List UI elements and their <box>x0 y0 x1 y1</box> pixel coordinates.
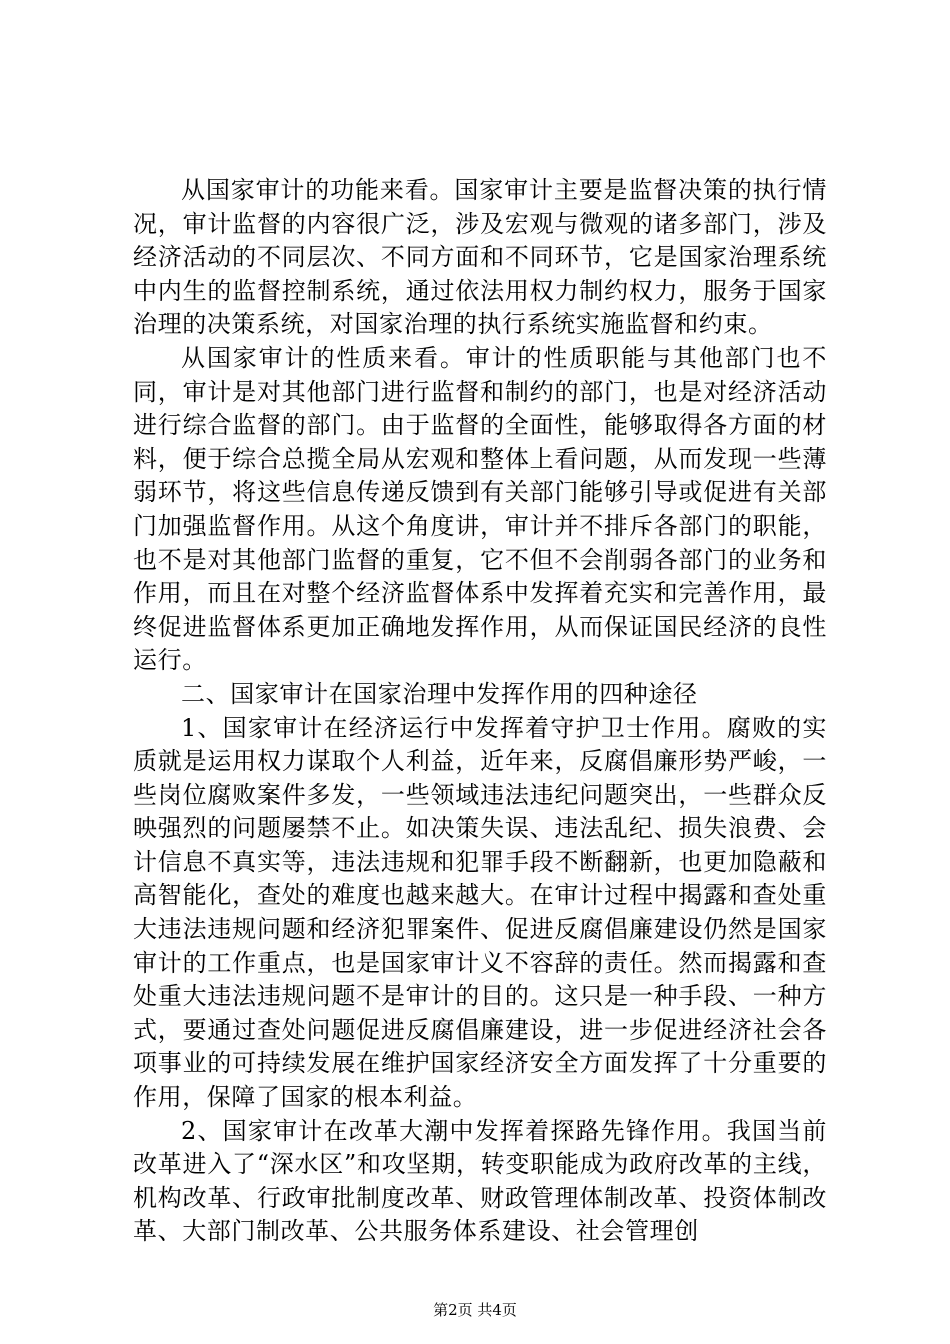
page-footer: 第2页 共4页 <box>433 1301 517 1319</box>
paragraph-pioneer-role: 2、国家审计在改革大潮中发挥着探路先锋作用。我国当前改革进入了“深水区”和攻坚期，转变职能成为政府改革的主线，机构改革、行政审批制度改革、财政管理体制改革、投资体制改革、大部门制改革、公共服务体系建设、社会管理创 <box>133 1116 827 1246</box>
paragraph-audit-nature: 从国家审计的性质来看。审计的性质职能与其他部门也不同，审计是对其他部门进行监督和制约的部门，也是对经济活动进行综合监督的部门。由于监督的全面性，能够取得各方面的材料，便于综合总揽全局从宏观和整体上看问题，从而发现一些薄弱环节，将这些信息传递反馈到有关部门能够引导或促进有关部门加强监督作用。从这个角度讲，审计并不排斥各部门的职能，也不是对其他部门监督的重复，它不但不会削弱各部门的业务和作用，而且在对整个经济监督体系中发挥着充实和完善作用，最终促进监督体系更加正确地发挥作用，从而保证国民经济的良性运行。 <box>133 343 827 675</box>
paragraph-guardian-role: 1、国家审计在经济运行中发挥着守护卫士作用。腐败的实质就是运用权力谋取个人利益，近年来，反腐倡廉形势严峻，一些岗位腐败案件多发，一些领域违法违纪问题突出，一些群众反映强烈的问题屡禁不止。如决策失误、违法乱纪、损失浪费、会计信息不真实等，违法违规和犯罪手段不断翻新，也更加隐蔽和高智能化，查处的难度也越来越大。在审计过程中揭露和查处重大违法违规问题和经济犯罪案件、促进反腐倡廉建设仍然是国家审计的工作重点，也是国家审计义不容辞的责任。然而揭露和查处重大违法违规问题不是审计的目的。这只是一种手段、一种方式，要通过查处问题促进反腐倡廉建设，进一步促进经济社会各项事业的可持续发展在维护国家经济安全方面发挥了十分重要的作用，保障了国家的根本利益。 <box>133 713 827 1112</box>
section-heading-four-approaches: 二、国家审计在国家治理中发挥作用的四种途径 <box>181 679 698 708</box>
document-body <box>133 174 827 1249</box>
paragraph-audit-function: 从国家审计的功能来看。国家审计主要是监督决策的执行情况，审计监督的内容很广泛，涉及宏观与微观的诸多部门，涉及经济活动的不同层次、不同方面和不同环节，它是国家治理系统中内生的监督控制系统，通过依法用权力制约权力，服务于国家治理的决策系统，对国家治理的执行系统实施监督和约束。 <box>133 176 827 339</box>
